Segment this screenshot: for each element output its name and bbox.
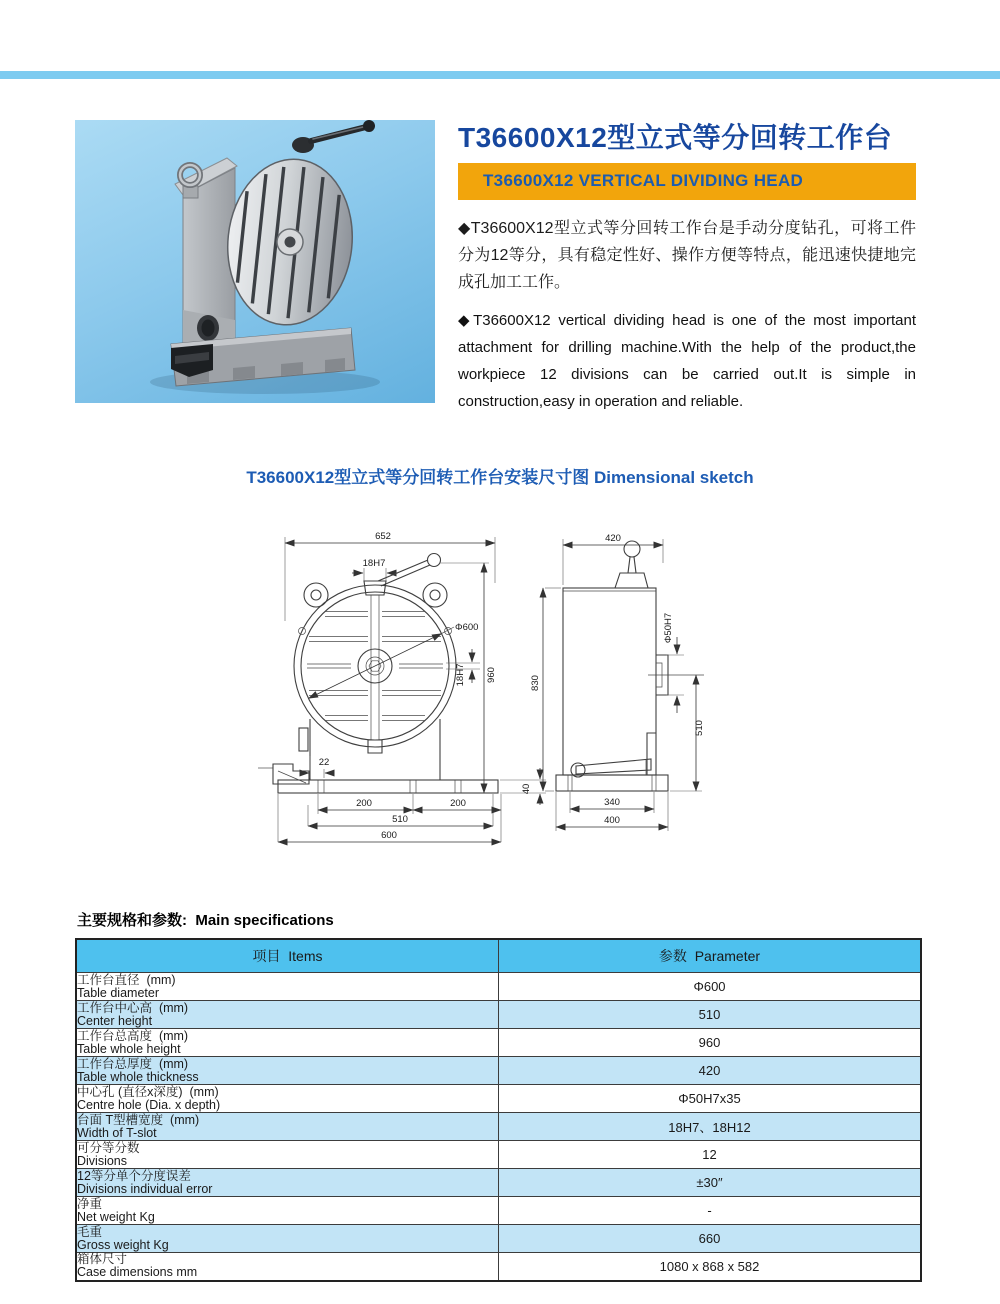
spec-name-en: Table whole thickness [77, 1069, 199, 1084]
spec-name-cn: 箱体尺寸 [77, 1252, 128, 1267]
table-row [76, 1029, 921, 1057]
table-row [76, 1253, 921, 1281]
column-header-parameter: 参数 Parameter [499, 939, 922, 973]
spec-name-cn: 可分等分数 [77, 1140, 140, 1155]
spec-value: ±30″ [499, 1169, 922, 1197]
front-view [258, 531, 546, 842]
dim-510: 510 [392, 814, 408, 825]
dim-22: 22 [318, 757, 330, 768]
dim-652: 652 [375, 531, 391, 542]
dim-200-left: 200 [356, 798, 372, 809]
spec-name-en: Gross weight Kg [77, 1237, 169, 1252]
spec-name-en: Divisions individual error [77, 1181, 213, 1196]
side-view [530, 533, 705, 831]
spec-name-cn: 工作台总高度 (mm) [77, 1028, 189, 1043]
spec-value: 18H7、18H12 [499, 1113, 922, 1141]
dim-510-side: 510 [694, 720, 705, 736]
table-row [76, 1225, 921, 1253]
spec-name-en: Centre hole (Dia. x depth) [77, 1097, 221, 1112]
dim-830: 830 [530, 675, 541, 691]
table-row [76, 1141, 921, 1169]
spec-name-cn: 12等分单个分度误差 [77, 1168, 191, 1183]
subtitle-text: T36600X12 VERTICAL DIVIDING HEAD [483, 171, 804, 191]
spec-value: Φ600 [499, 973, 922, 1001]
dim-d600: Φ600 [455, 622, 479, 633]
description-english: ◆T36600X12 vertical dividing head is one of the most important attachment for drilling machine.With the help of the product,the workpiece 12 divisions can be carried out.It is simple in construction,easy in operation and reliable. [458, 311, 916, 410]
spec-value: 12 [499, 1141, 922, 1169]
spec-name-en: Table whole height [77, 1041, 181, 1056]
spec-name-en: Center height [77, 1013, 153, 1028]
spec-name-cn: 工作台直径 (mm) [77, 972, 176, 987]
spec-value: 420 [499, 1057, 922, 1085]
table-row [76, 1113, 921, 1141]
spec-value: 510 [499, 1001, 922, 1029]
subtitle-banner [458, 163, 916, 200]
dividing-head-illustration [75, 120, 435, 403]
spec-value: - [499, 1197, 922, 1225]
spec-value: 960 [499, 1029, 922, 1057]
dimensional-sketch-heading: T36600X12型立式等分回转工作台安装尺寸图 Dimensional sketch [246, 468, 754, 487]
dim-200-right: 200 [450, 798, 466, 809]
product-photo [75, 120, 435, 403]
table-row [76, 973, 921, 1001]
spec-name-en: Net weight Kg [77, 1209, 155, 1224]
table-row [76, 1085, 921, 1113]
dim-18h7-centre: 18H7 [455, 663, 466, 687]
spec-name-cn: 工作台总厚度 (mm) [77, 1056, 189, 1071]
spec-name-en: Divisions [77, 1153, 128, 1168]
spec-value: 1080 x 868 x 582 [499, 1253, 922, 1281]
dim-420: 420 [605, 533, 621, 544]
spec-name-en: Width of T-slot [77, 1125, 157, 1140]
spec-name-en: Table diameter [77, 985, 159, 1000]
spec-value: Φ50H7x35 [499, 1085, 922, 1113]
dim-600: 600 [381, 830, 397, 841]
table-row [76, 1169, 921, 1197]
page-title: T36600X12型立式等分回转工作台 [458, 122, 893, 153]
dim-18h7-top: 18H7 [362, 558, 386, 569]
dimensional-sketch [258, 523, 748, 863]
spec-name-cn: 台面 T型槽宽度 (mm) [77, 1112, 200, 1127]
table-row [76, 1057, 921, 1085]
dim-400: 400 [604, 815, 620, 826]
spec-name-cn: 毛重 [77, 1224, 103, 1239]
column-header-items: 项目 Items [76, 939, 499, 973]
table-row [76, 1197, 921, 1225]
description-chinese: ◆T36600X12型立式等分回转工作台是手动分度钻孔，可将工件分为12等分，具有稳定性好、操作方便等特点，能迅速快捷地完成孔加工工作。 [458, 219, 916, 291]
dim-960: 960 [486, 667, 497, 683]
dim-d50h7: Φ50H7 [663, 612, 674, 644]
spec-name-en: Case dimensions mm [77, 1265, 198, 1280]
spec-name-cn: 工作台中心高 (mm) [77, 1000, 189, 1015]
top-accent-bar [0, 71, 1000, 79]
table-header-row [76, 939, 921, 973]
specs-heading: 主要规格和参数: Main specifications [77, 912, 334, 929]
dim-340: 340 [604, 797, 620, 808]
header-block [458, 121, 916, 415]
table-row [76, 1001, 921, 1029]
spec-name-cn: 净重 [77, 1196, 103, 1211]
dim-40: 40 [521, 783, 532, 795]
spec-value: 660 [499, 1225, 922, 1253]
spec-name-cn: 中心孔 (直径x深度) (mm) [77, 1084, 219, 1099]
specifications-table [75, 938, 922, 1282]
